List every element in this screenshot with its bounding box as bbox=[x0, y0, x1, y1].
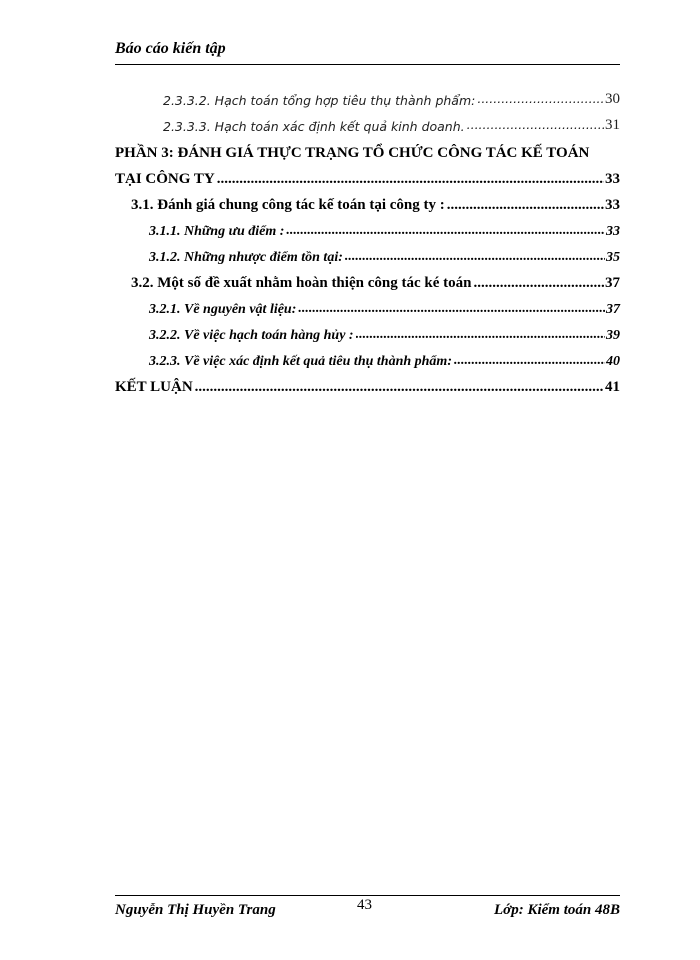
dot-leader bbox=[286, 222, 605, 240]
dot-leader bbox=[477, 90, 604, 108]
toc-entry-title-continued: TẠI CÔNG TY bbox=[115, 171, 215, 187]
toc-page-number: 30 bbox=[605, 91, 620, 107]
toc-page-number: 37 bbox=[606, 302, 620, 317]
toc-entry-title: 3.1.2. Những nhược điểm tồn tại: bbox=[149, 250, 343, 265]
toc-entry-title: 3.2. Một số đề xuất nhằm hoàn thiện công tác ké toán bbox=[131, 275, 472, 291]
footer-page-number: 43 bbox=[357, 897, 372, 913]
toc-entry-title: 3.1.1. Những ưu điểm : bbox=[149, 224, 285, 239]
toc-entry-3-2-3[interactable] bbox=[115, 344, 620, 370]
dot-leader bbox=[447, 196, 604, 214]
toc-entry-3-1-2[interactable] bbox=[115, 240, 620, 266]
page-header-title: Báo cáo kiến tập bbox=[115, 40, 226, 57]
dot-leader bbox=[356, 326, 605, 344]
toc-page-number: 33 bbox=[606, 224, 620, 239]
dot-leader bbox=[473, 274, 604, 292]
toc-page-number: 33 bbox=[605, 171, 620, 187]
toc-entry-title: 3.2.3. Về việc xác định kết quả tiêu thụ thành phẩm: bbox=[149, 354, 452, 369]
footer-author: Nguyễn Thị Huyền Trang bbox=[115, 902, 276, 918]
toc-entry-3-1[interactable] bbox=[115, 188, 620, 214]
dot-leader bbox=[345, 248, 605, 266]
toc-entry-title: 3.1. Đánh giá chung công tác kế toán tại công ty : bbox=[131, 197, 445, 213]
toc-page-number: 31 bbox=[605, 117, 620, 133]
toc-page-number: 33 bbox=[605, 197, 620, 213]
toc-entry-title: PHẦN 3: ĐÁNH GIÁ THỰC TRẠNG TỔ CHỨC CÔNG TÁC KẾ TOÁN bbox=[115, 145, 590, 161]
footer-divider bbox=[115, 895, 620, 896]
toc-entry-3-2-1[interactable] bbox=[115, 292, 620, 318]
toc-entry-2-3-3-2[interactable] bbox=[115, 82, 620, 108]
toc-page-number: 35 bbox=[606, 250, 620, 265]
toc-entry-title: 3.2.2. Về việc hạch toán hàng hủy : bbox=[149, 328, 354, 343]
header-divider bbox=[115, 64, 620, 65]
toc-entry-title: KẾT LUẬN bbox=[115, 379, 193, 395]
toc-entry-title: 2.3.3.3. Hạch toán xác định kết quả kinh doanh. bbox=[163, 119, 465, 134]
toc-entry-3-1-1[interactable] bbox=[115, 214, 620, 240]
toc-entry-3-2[interactable] bbox=[115, 266, 620, 292]
dot-leader bbox=[454, 352, 605, 370]
toc-entry-ket-luan[interactable] bbox=[115, 370, 620, 396]
toc-entry-title: 3.2.1. Về nguyên vật liệu: bbox=[149, 302, 297, 317]
toc-page-number: 37 bbox=[605, 275, 620, 291]
page-footer bbox=[115, 897, 620, 924]
toc-entry-3-2-2[interactable] bbox=[115, 318, 620, 344]
toc-page-number: 40 bbox=[606, 354, 620, 369]
dot-leader bbox=[298, 300, 605, 318]
footer-class: Lớp: Kiểm toán 48B bbox=[494, 902, 620, 918]
dot-leader bbox=[217, 170, 604, 188]
toc-entry-2-3-3-3[interactable] bbox=[115, 108, 620, 134]
toc-page-number: 39 bbox=[606, 328, 620, 343]
toc-page-number: 41 bbox=[605, 379, 620, 395]
toc-entry-title: 2.3.3.2. Hạch toán tổng hợp tiêu thụ thành phẩm: bbox=[163, 93, 476, 108]
table-of-contents bbox=[115, 82, 620, 396]
toc-entry-phan-3-line1[interactable] bbox=[115, 134, 620, 162]
toc-entry-phan-3-line2[interactable] bbox=[115, 162, 620, 188]
dot-leader bbox=[195, 378, 604, 396]
dot-leader bbox=[467, 116, 604, 134]
